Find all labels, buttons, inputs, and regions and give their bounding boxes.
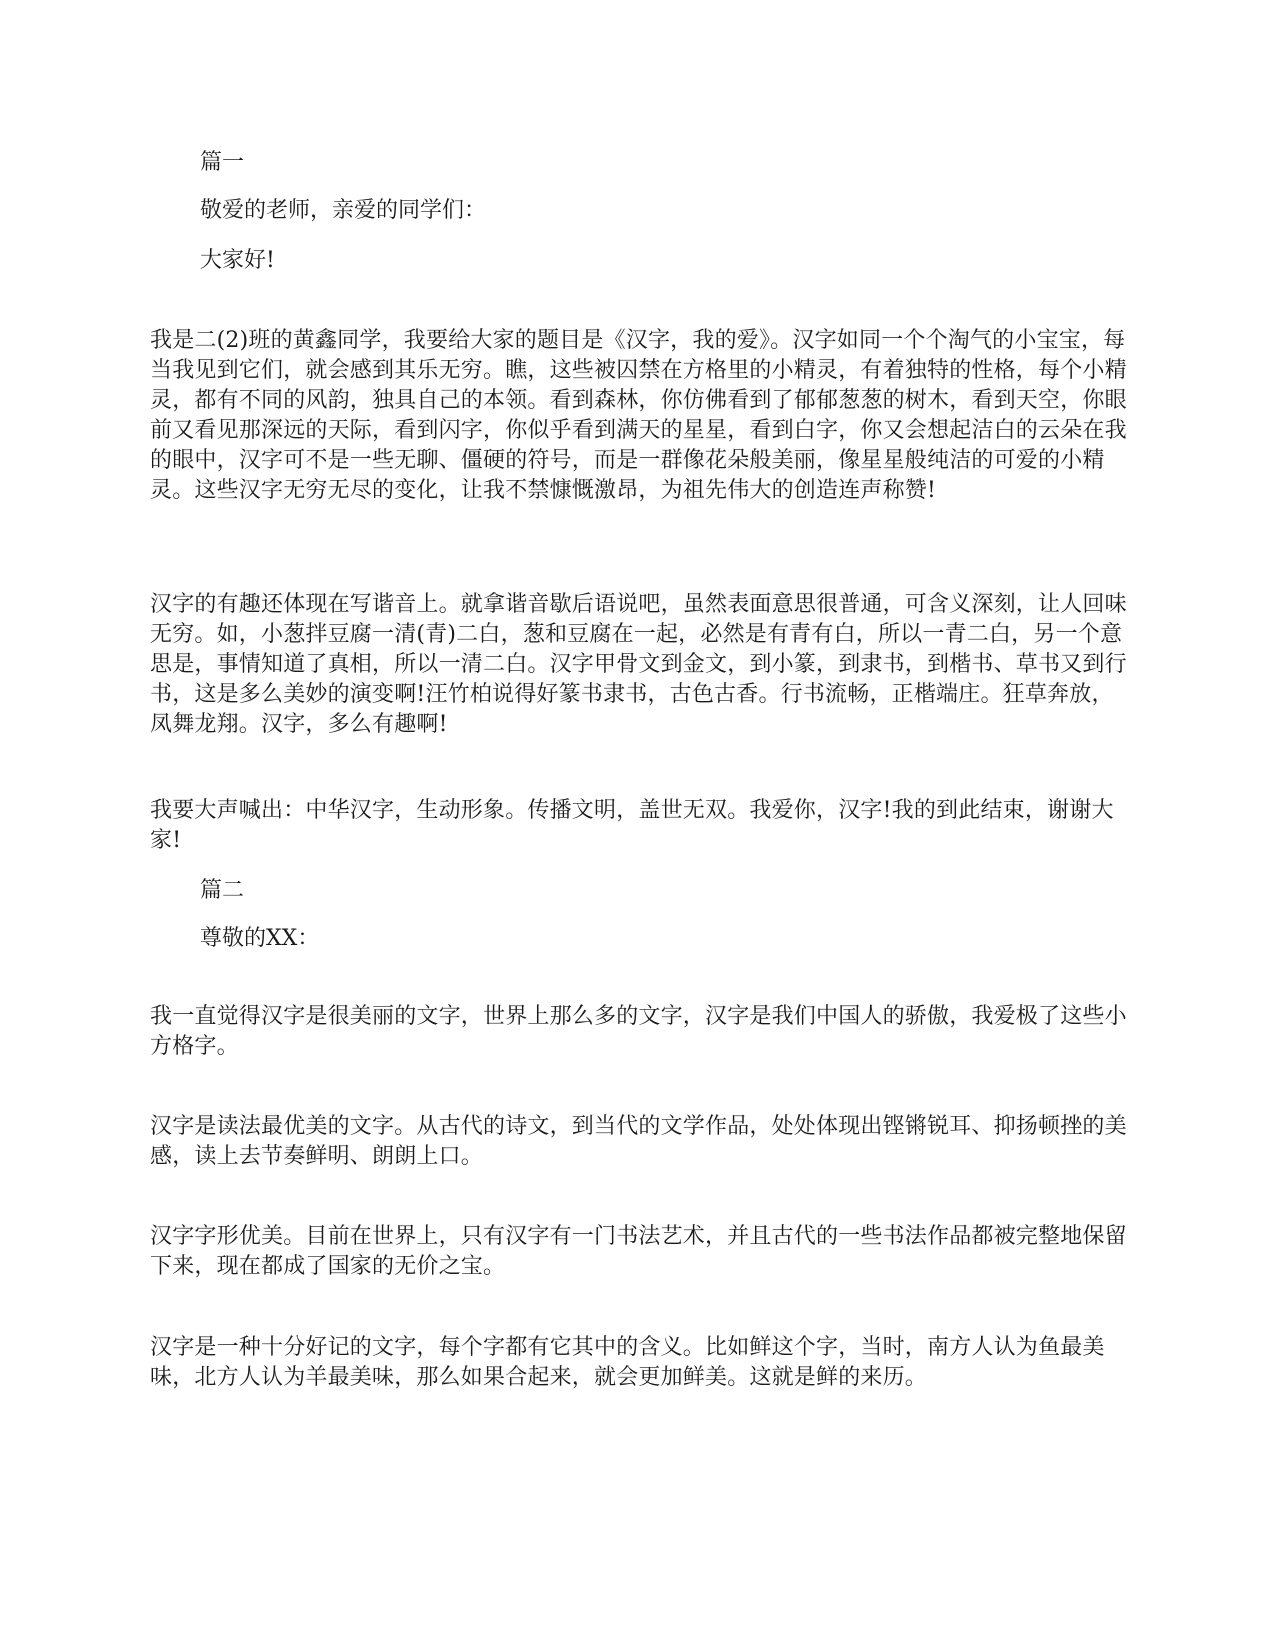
section-heading-2: 篇二: [200, 878, 245, 903]
paragraph-2-4: 汉字是一种十分好记的文字，每个字都有它其中的含义。比如鲜这个字，当时，南方人认为鱼最美味，北方人认为羊最美味，那么如果合起来，就会更加鲜美。这就是鲜的来历。: [150, 1335, 1105, 1390]
paragraph-1-1: 我是二(2)班的黄鑫同学，我要给大家的题目是《汉字，我的爱》。汉字如同一个个淘气的小宝宝，每当我见到它们，就会感到其乐无穷。瞧，这些被囚禁在方格里的小精灵，有着独特的性格，每个小精灵，都有不同的风韵，独具自己的本领。看到森林，你仿佛看到了郁郁葱葱的树木，看到天空，你眼前又看见那深远的天际，看到闪字，你似乎看到满天的星星，看到白字，你又会想起洁白的云朵在我的眼中，汉字可不是一些无聊、僵硬的符号，而是一群像花朵般美丽，像星星般纯洁的可爱的小精灵。这些汉字无穷无尽的变化，让我不禁慷慨激昂，为祖先伟大的创造连声称赞!: [150, 328, 1127, 503]
paragraph-1-2: 汉字的有趣还体现在写谐音上。就拿谐音歇后语说吧，虽然表面意思很普通，可含义深刻，让人回味无穷。如，小葱拌豆腐一清(青)二白，葱和豆腐在一起，必然是有青有白，所以一青二白，另一个意思是，事情知道了真相，所以一清二白。汉字甲骨文到金文，到小篆，到隶书，到楷书、草书又到行书，这是多么美妙的演变啊!汪竹柏说得好篆书隶书，古色古香。行书流畅，正楷端庄。狂草奔放，凤舞龙翔。汉字，多么有趣啊!: [150, 592, 1127, 737]
paragraph-1-3: 我要大声喊出：中华汉字，生动形象。传播文明，盖世无双。我爱你，汉字!我的到此结束，谢谢大家!: [150, 798, 1114, 853]
paragraph-2-3: 汉字字形优美。目前在世界上，只有汉字有一门书法艺术，并且古代的一些书法作品都被完整地保留下来，现在都成了国家的无价之宝。: [150, 1224, 1127, 1279]
salutation-2: 尊敬的XX：: [200, 926, 320, 951]
salutation-1: 敬爱的老师，亲爱的同学们：: [200, 198, 487, 223]
paragraph-2-1: 我一直觉得汉字是很美丽的文字，世界上那么多的文字，汉字是我们中国人的骄傲，我爱极了这些小方格字。: [150, 1004, 1127, 1059]
section-heading-1: 篇一: [200, 150, 245, 175]
paragraph-2-2: 汉字是读法最优美的文字。从古代的诗文，到当代的文学作品，处处体现出铿锵锐耳、抑扬顿挫的美感，读上去节奏鲜明、朗朗上口。: [150, 1114, 1127, 1169]
greeting: 大家好!: [200, 248, 275, 273]
